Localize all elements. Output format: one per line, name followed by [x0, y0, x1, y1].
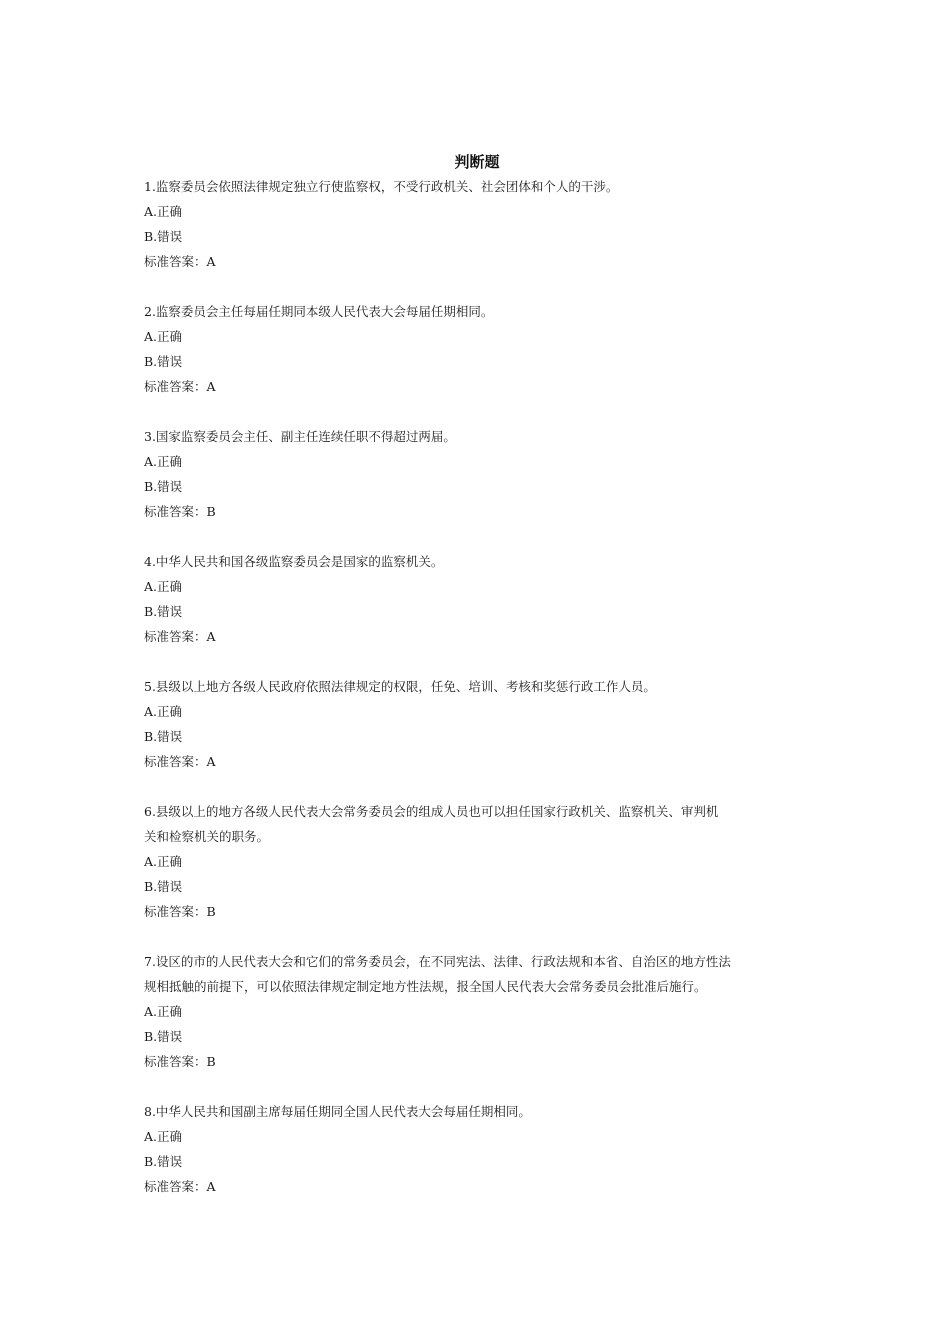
question-text: 4.中华人民共和国各级监察委员会是国家的监察机关。: [144, 554, 444, 569]
option-b: B.错误: [144, 479, 183, 494]
document-page: [144, 150, 810, 1224]
question-text: 5.县级以上地方各级人民政府依照法律规定的权限，任免、培训、考核和奖惩行政工作人员。: [144, 679, 656, 694]
question-text-line-1: 7.设区的市的人民代表大会和它们的常务委员会，在不同宪法、法律、行政法规和本省、自治区的地方性法: [144, 954, 731, 969]
option-b: B.错误: [144, 879, 183, 894]
option-b: B.错误: [144, 354, 183, 369]
question-text: 2.监察委员会主任每届任期同本级人民代表大会每届任期相同。: [144, 304, 494, 319]
option-a: A.正确: [144, 579, 183, 594]
question-text: 1.监察委员会依照法律规定独立行使监察权，不受行政机关、社会团体和个人的干涉。: [144, 179, 619, 194]
question-4: [144, 549, 810, 649]
standard-answer: 标准答案：A: [144, 754, 216, 769]
standard-answer: 标准答案：A: [144, 1179, 216, 1194]
question-text-line-2: 关和检察机关的职务。: [144, 829, 270, 844]
option-a: A.正确: [144, 704, 183, 719]
option-b: B.错误: [144, 229, 183, 244]
page-title: 判断题: [454, 153, 500, 171]
question-text: 3.国家监察委员会主任、副主任连续任职不得超过两届。: [144, 429, 456, 444]
option-b: B.错误: [144, 729, 183, 744]
standard-answer: 标准答案：B: [144, 504, 216, 519]
option-a: A.正确: [144, 329, 183, 344]
question-1: [144, 174, 810, 274]
question-text-line-2: 规相抵触的前提下，可以依照法律规定制定地方性法规，报全国人民代表大会常务委员会批准后施行。: [144, 979, 707, 994]
question-6: [144, 799, 810, 924]
standard-answer: 标准答案：A: [144, 629, 216, 644]
question-5: [144, 674, 810, 774]
question-3: [144, 424, 810, 524]
standard-answer: 标准答案：A: [144, 254, 216, 269]
option-b: B.错误: [144, 1029, 183, 1044]
standard-answer: 标准答案：A: [144, 379, 216, 394]
question-text: 8.中华人民共和国副主席每届任期同全国人民代表大会每届任期相同。: [144, 1104, 531, 1119]
question-7: [144, 949, 810, 1074]
option-a: A.正确: [144, 1129, 183, 1144]
option-a: A.正确: [144, 204, 183, 219]
option-b: B.错误: [144, 1154, 183, 1169]
standard-answer: 标准答案：B: [144, 1054, 216, 1069]
question-8: [144, 1099, 810, 1199]
question-text-line-1: 6.县级以上的地方各级人民代表大会常务委员会的组成人员也可以担任国家行政机关、监察机关、审判机: [144, 804, 719, 819]
option-a: A.正确: [144, 454, 183, 469]
option-b: B.错误: [144, 604, 183, 619]
question-2: [144, 299, 810, 399]
option-a: A.正确: [144, 854, 183, 869]
option-a: A.正确: [144, 1004, 183, 1019]
standard-answer: 标准答案：B: [144, 904, 216, 919]
